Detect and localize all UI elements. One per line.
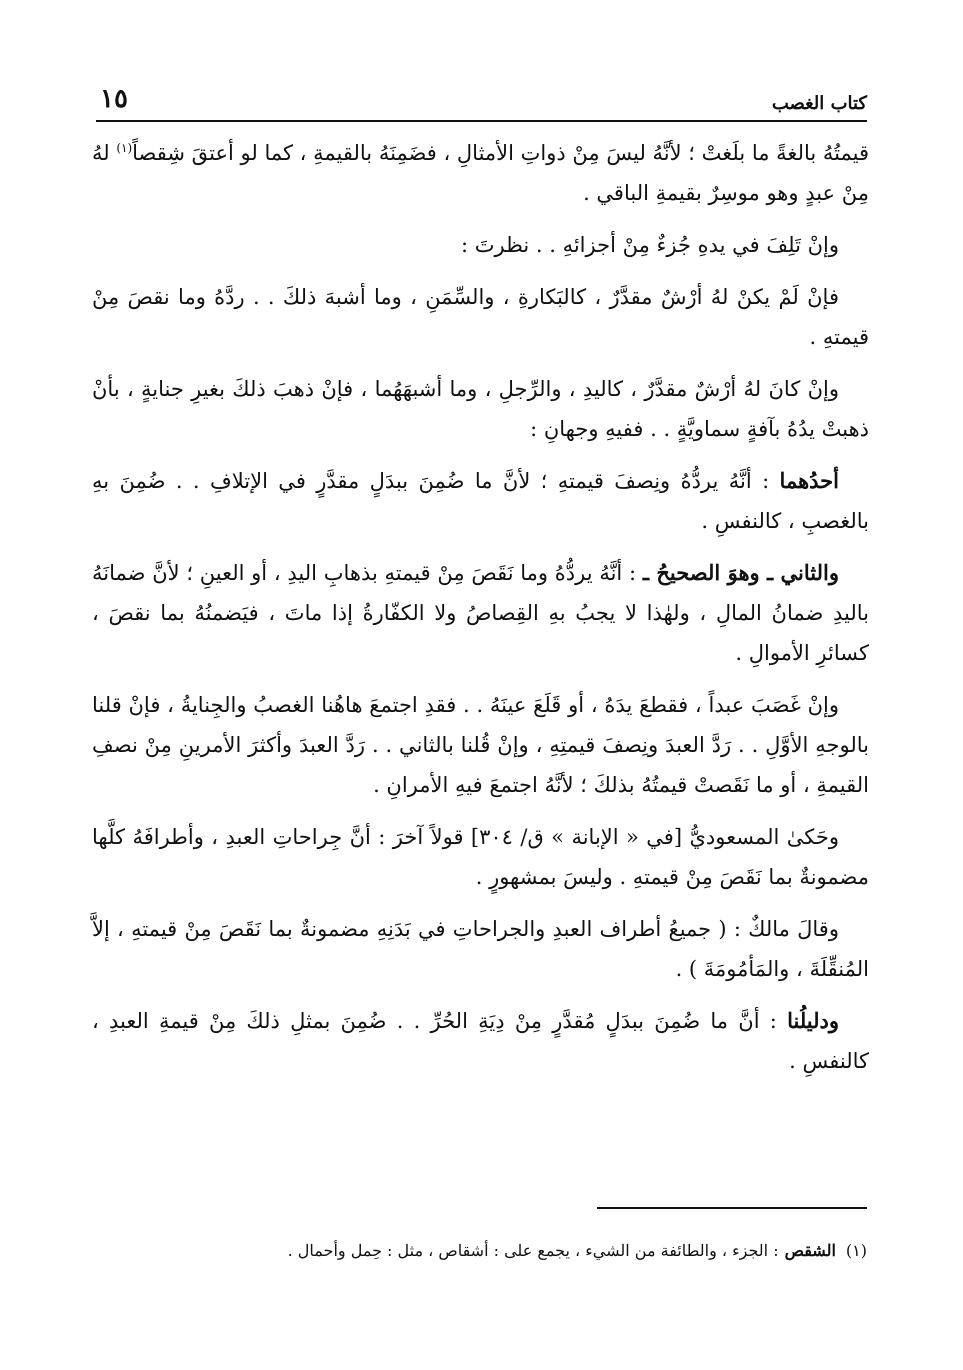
main-text: [92, 128, 869, 1093]
paragraph-8: وحَكىٰ المسعوديُّ [في « الإبانة » ق/ ٣٠٤] قولاً آخرَ : أنَّ جِراحاتِ العبدِ ، وأطرافَهُ كلَّها مضمونةٌ بما نَقَصَ مِنْ قيمتهِ . وليسَ بمشهورٍ .: [92, 825, 869, 889]
paragraph-lead: ودليلُنا: [787, 1008, 839, 1033]
footnote: [96, 1238, 867, 1264]
paragraph-4: وإنْ كانَ لهُ أرْشٌ مقدَّرٌ ، كاليدِ ، والرِّجلِ ، وما أشبهَهُما ، فإنْ ذهبَ ذلكَ بغيرِ جنايةٍ ، بأنْ ذهبتْ يدُهُ بآفةٍ سماويَّةٍ . . ففيهِ وجهانِ :: [92, 377, 869, 441]
page-header: [100, 80, 867, 114]
paragraph-7: وإنْ غَصَبَ عبداً ، فقطعَ يدَهُ ، أو قَلَعَ عينَهُ . . فقدِ اجتمعَ هاهُنا الغصبُ والجِنايةُ ، فإنْ قلنا بالوجهِ الأوَّلِ . . رَدَّ العبدَ ونِصفَ قيمتِهِ ، وإنْ قُلنا بالثاني . . رَدَّ العبدَ وأكثرَ الأمرينِ مِنْ نصفِ القيمةِ ، أو ما نَقَصتْ قيمتُهُ بذلكَ ؛ لأنَّهُ اجتمعَ فيهِ الأمرانِ .: [92, 693, 869, 797]
paragraph-lead: والثاني ـ وهوَ الصحيحُ ـ: [642, 560, 840, 585]
paragraph-1: [92, 128, 869, 213]
footnote-marker: (١): [116, 141, 133, 155]
paragraph-lead: أحدُهما: [779, 468, 839, 493]
footnote-number: (١): [845, 1241, 867, 1260]
paragraph-text: : أنَّ ما ضُمِنَ ببدَلٍ مُقدَّرٍ مِنْ دِيَةِ الحُرِّ . . ضُمِنَ بمثلِ ذلكَ مِنْ قيمةِ العبدِ ، كالنفسِ .: [92, 1009, 869, 1073]
header-divider: [96, 120, 867, 122]
footnote-term: الشقص: [784, 1241, 836, 1260]
paragraph-5: [92, 461, 869, 541]
paragraph-2: وإنْ تَلِفَ في يدهِ جُزءٌ مِنْ أجزائهِ . . نظرتَ :: [461, 233, 839, 257]
footnote-divider: [597, 1207, 867, 1209]
running-title: كتاب الغصب: [771, 93, 867, 114]
paragraph-text: : أنَّهُ يردُّهُ وما نَقَصَ مِنْ قيمتهِ بذهابِ اليدِ ، أو العينِ ؛ لأنَّ ضمانَهُ باليدِ ضمانُ المالِ ، ولهٰذا لا يجبُ بهِ القِصاصُ ولا الكفّارةُ إذا ماتَ ، فيَضمنُهُ بما نقصَ ، كسائرِ الأموالِ .: [92, 561, 869, 665]
paragraph-9: وقالَ مالكٌ : ( جميعُ أطراف العبدِ والجراحاتِ في بَدَنِهِ مضمونةٌ بما نَقَصَ مِنْ قيمتهِ ، إلاَّ المُنقِّلَةَ ، والمَأمُومَةَ ) .: [92, 917, 869, 981]
paragraph-text: قيمتُهُ بالغةً ما بلَغتْ ؛ لأنَّهُ ليسَ مِنْ ذواتِ الأمثالِ ، فضَمِنَهُ بالقيمةِ ، كما لو أعتقَ شِقصاً: [132, 141, 869, 165]
footnote-text: : الجزء ، والطائفة من الشيء ، يجمع على : أشقاص ، مثل : حِمل وأحمال .: [287, 1241, 779, 1260]
paragraph-10: [92, 1001, 869, 1081]
paragraph-6: [92, 553, 869, 673]
paragraph-text: : أنَّهُ يردُّهُ ونِصفَ قيمتهِ ؛ لأنَّ ما ضُمِنَ ببدَلٍ مقدَّرٍ في الإتلافِ . . ضُمِنَ بهِ بالغصبِ ، كالنفسِ .: [92, 469, 869, 533]
paragraph-text-continued: لهُ مِنْ عبدٍ وهو موسِرٌ بقيمةِ الباقي .: [91, 141, 869, 205]
page-number: ١٥: [100, 84, 128, 114]
paragraph-3: فإنْ لَمْ يكنْ لهُ أرْشٌ مقدَّرٌ ، كالبَكارةِ ، والسِّمَنِ ، وما أشبهَ ذلكَ . . ردَّهُ وما نقصَ مِنْ قيمتهِ .: [92, 285, 869, 349]
